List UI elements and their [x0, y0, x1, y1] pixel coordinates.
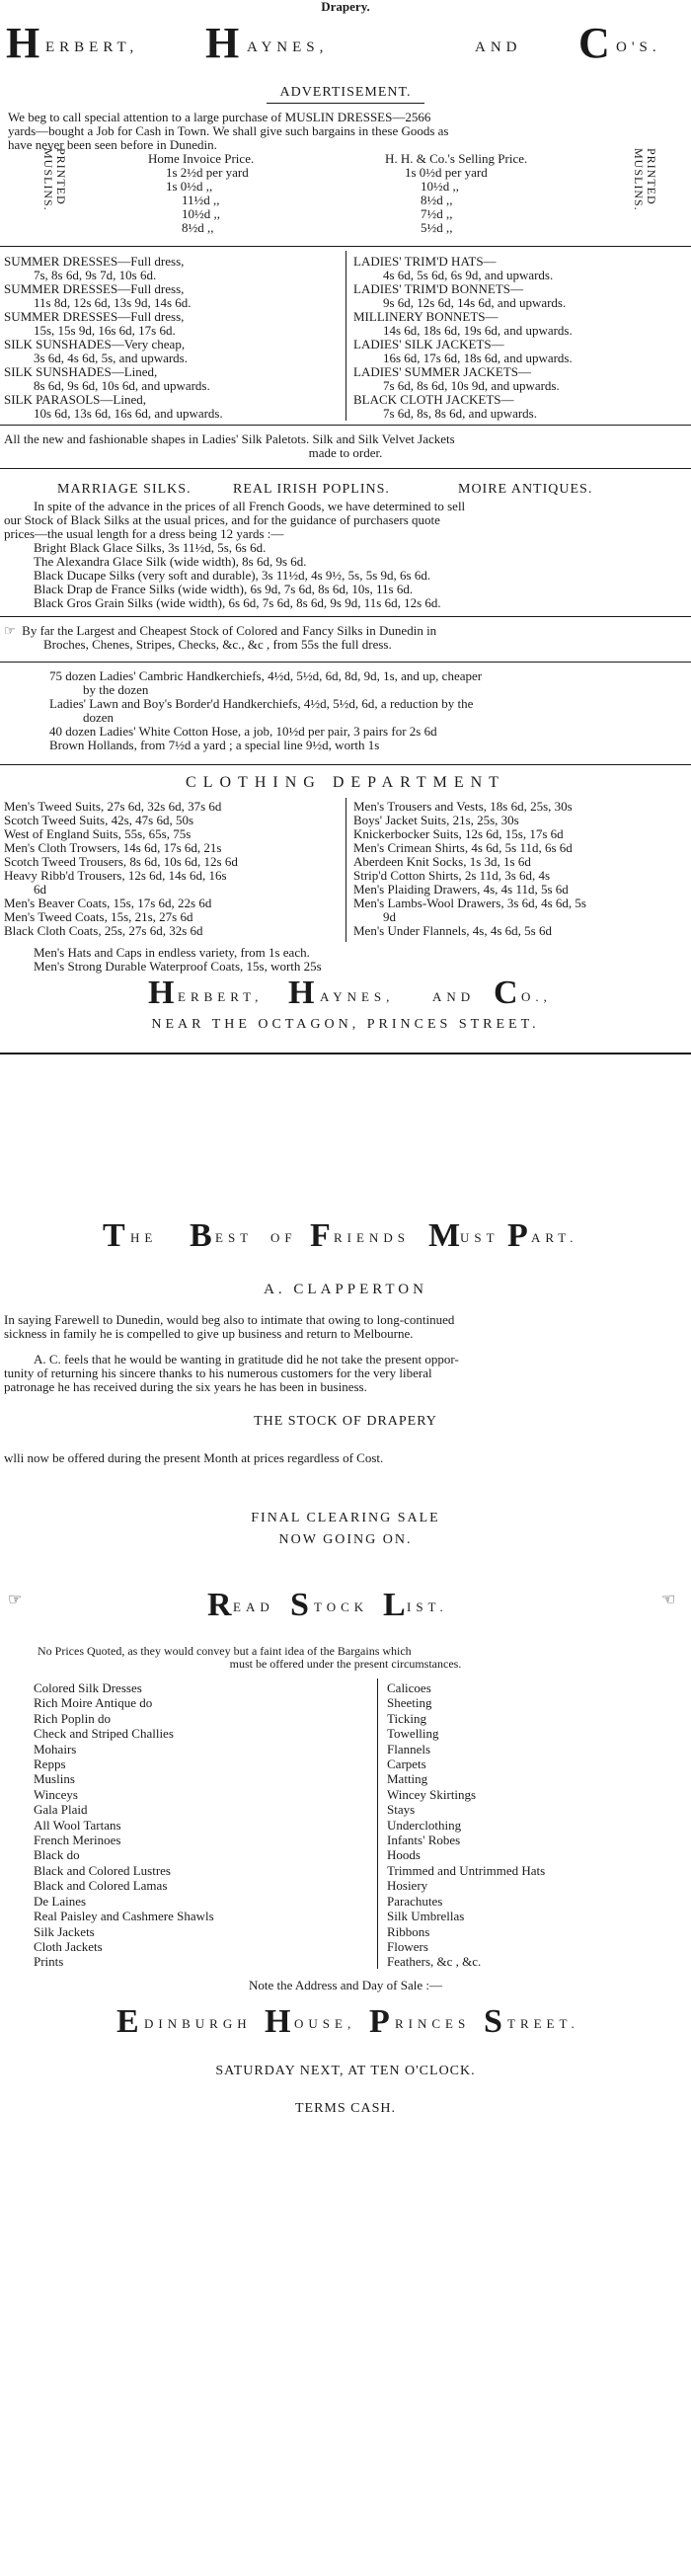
summer-column — [4, 255, 340, 421]
stock-item: Flannels — [387, 1741, 431, 1756]
bf-p-cap: P — [507, 1217, 528, 1254]
silk-item: Black Drap de France Silks (wide width), 6s 9d, 7s 6d, 8s 6d, 10s, 11s 6d. — [34, 582, 414, 596]
pointing-hand-icon: ☜ — [661, 1592, 676, 1608]
saturday-notice: SATURDAY NEXT, AT TEN O'CLOCK. — [215, 2064, 476, 2078]
clothing-item: Heavy Ribb'd Trousers, 12s 6d, 14s 6d, 16s — [4, 868, 227, 883]
price-line: 1s 0½d ,, — [166, 179, 213, 194]
clothing-item: Men's Tweed Coats, 15s, 21s, 27s 6d — [4, 909, 193, 924]
item-title: LADIES' SUMMER JACKETS— — [353, 364, 532, 379]
gratitude-line: patronage he has received during the six years he has been in business. — [4, 1379, 367, 1394]
hh-title-h1-rest: ERBERT, — [45, 39, 139, 55]
stock-item: Infants' Robes — [387, 1833, 461, 1848]
bf-b-cap: B — [190, 1217, 212, 1254]
price-line: 5½d ,, — [421, 220, 453, 235]
fancy-silks-line: Broches, Chenes, Stripes, Checks, &c., &c , from 55s the full dress. — [43, 637, 392, 652]
stock-item: De Laines — [34, 1893, 87, 1909]
clothing-item: Strip'd Cotton Shirts, 2s 11d, 3s 6d, 4s — [353, 868, 551, 883]
farewell-line: sickness in family he is compelled to give up business and return to Melbourne. — [4, 1326, 414, 1341]
hand-item-line: Brown Hollands, from 7½d a yard ; a special line 9½d, worth 1s — [49, 738, 380, 752]
paletots-note — [4, 432, 687, 460]
stock-item: Feathers, &c , &c. — [387, 1954, 482, 1970]
item-title: MILLINERY BONNETS— — [353, 309, 499, 324]
item-price: 7s 6d, 8s 6d, 10s 9d, and upwards. — [383, 378, 560, 393]
hand-item-line: by the dozen — [83, 682, 149, 697]
bf-p-rest: ART. — [531, 1230, 578, 1245]
price-line: 1s 0½d per yard — [405, 165, 488, 180]
stock-item: All Wool Tartans — [34, 1817, 121, 1833]
now-going-on: NOW GOING ON. — [278, 1532, 413, 1547]
hh-selling-column — [385, 152, 622, 235]
clothing-item: 9d — [383, 909, 396, 924]
hh-title-and: AND — [475, 39, 522, 55]
stock-line: wlli now be offered during the present Month at prices regardless of Cost. — [4, 1450, 384, 1465]
footer-c-cap: C — [494, 975, 518, 1011]
clothing-item: Men's Cloth Trowsers, 14s 6d, 17s 6d, 21s — [4, 840, 222, 855]
price-line: 10½d ,, — [421, 179, 459, 194]
section-rule — [0, 662, 691, 663]
stock-item: Repps — [34, 1756, 66, 1772]
read-stock-list-title — [0, 1588, 691, 1627]
stock-item: Silk Umbrellas — [387, 1909, 465, 1924]
hh-title-c-rest: O'S. — [616, 39, 661, 55]
footer-h2-cap: H — [288, 975, 315, 1011]
silk-intro-line: our Stock of Black Silks at the usual prices, and for the guidance of purchasers quote — [4, 512, 440, 527]
clothing-item: Men's Under Flannels, 4s, 4s 6d, 5s 6d — [353, 923, 552, 938]
clothing-item: Men's Tweed Suits, 27s 6d, 32s 6d, 37s 6d — [4, 799, 222, 814]
stock-item: Rich Poplin do — [34, 1710, 112, 1726]
bf-of: OF — [270, 1230, 297, 1245]
paletots-line: made to order. — [308, 445, 383, 460]
farewell-line: In saying Farewell to Dunedin, would beg also to intimate that owing to long-continued — [4, 1312, 455, 1327]
stock-item: Flowers — [387, 1938, 428, 1954]
no-prices-note — [4, 1645, 687, 1672]
hh-title-h1-cap: H — [6, 19, 40, 67]
muslin-intro-line: We beg to call special attention to a large purchase of MUSLIN DRESSES—2566 — [8, 110, 431, 124]
muslin-intro-line: yards—bought a Job for Cash in Town. We shall give such bargains in these Goods as — [8, 123, 449, 138]
stock-heading: THE STOCK OF DRAPERY — [254, 1414, 437, 1429]
item-price: 15s, 15s 9d, 16s 6d, 17s 6d. — [34, 323, 176, 338]
price-line: 8½d ,, — [182, 220, 214, 235]
rsl-r-rest: EAD — [233, 1600, 274, 1614]
section-label: Drapery. — [321, 0, 370, 14]
stock-item: Calicoes — [387, 1680, 431, 1695]
clothing-item: Men's Beaver Coats, 15s, 17s 6d, 22s 6d — [4, 896, 212, 910]
terms-cash: TERMS CASH. — [294, 2101, 397, 2116]
final-sale: FINAL CLEARING SALE — [251, 1511, 440, 1525]
hh-title-c-cap: C — [578, 19, 610, 67]
footer-and: AND — [432, 989, 476, 1004]
item-price: 8s 6d, 9s 6d, 10s 6d, and upwards. — [34, 378, 210, 393]
clothing-item: Boys' Jacket Suits, 21s, 25s, 30s — [353, 813, 519, 827]
price-line: 10½d ,, — [182, 206, 220, 221]
section-rule — [0, 246, 691, 247]
silk-head: MARRIAGE SILKS. — [57, 482, 192, 497]
clothing-left-column — [4, 800, 338, 938]
eh-e-cap: E — [116, 2003, 139, 2040]
stock-item: Trimmed and Untrimmed Hats — [387, 1862, 546, 1878]
hand-item-line: 75 dozen Ladies' Cambric Handkerchiefs, 4½d, 5½d, 6d, 8d, 9d, 1s, and up, cheaper — [49, 668, 483, 683]
section-rule — [0, 764, 691, 765]
hh-title-h2-cap: H — [205, 19, 240, 67]
stock-item: Carpets — [387, 1756, 426, 1772]
muslin-intro — [8, 111, 685, 152]
clothing-item: Men's Lambs-Wool Drawers, 3s 6d, 4s 6d, 5s — [353, 896, 586, 910]
stock-item: Hoods — [387, 1847, 421, 1863]
item-title: LADIES' TRIM'D BONNETS— — [353, 281, 524, 296]
bf-m-cap: M — [428, 1217, 461, 1254]
hh-title-h2-rest: AYNES, — [247, 39, 329, 55]
price-line: 8½d ,, — [421, 193, 453, 207]
hand-item-line: Ladies' Lawn and Boy's Border'd Handkerchiefs, 4½d, 5½d, 6d, a reduction by the — [49, 696, 474, 711]
ladies-column — [353, 255, 687, 421]
rsl-r-cap: R — [207, 1587, 232, 1623]
footer-h1-cap: H — [148, 975, 175, 1011]
stock-item: Black and Colored Lamas — [34, 1878, 168, 1894]
stock-item: Ticking — [387, 1710, 426, 1726]
silk-intro-line: In spite of the advance in the prices of all French Goods, we have determined to sell — [34, 499, 466, 513]
clothing-item: Aberdeen Knit Socks, 1s 3d, 1s 6d — [353, 854, 531, 869]
muslin-intro-line: have never been seen before in Dunedin. — [8, 137, 217, 152]
fancy-silks — [4, 624, 687, 652]
eh-s-rest: TREET. — [507, 2016, 579, 2031]
stock-item: Muslins — [34, 1771, 75, 1787]
item-title: LADIES' TRIM'D HATS— — [353, 254, 497, 269]
price-line: 1s 2½d per yard — [166, 165, 249, 180]
stock-item: Cloth Jackets — [34, 1938, 103, 1954]
bf-f-rest: RIENDS — [334, 1230, 410, 1245]
clothing-item: Knickerbocker Suits, 12s 6d, 15s, 17s 6d — [353, 826, 564, 841]
item-price: 14s 6d, 18s 6d, 19s 6d, and upwards. — [383, 323, 573, 338]
footer-h1-rest: ERBERT, — [178, 989, 264, 1004]
item-title: SUMMER DRESSES—Full dress, — [4, 309, 185, 324]
advertisement-heading: ADVERTISEMENT. — [279, 85, 412, 100]
stock-item: Gala Plaid — [34, 1802, 88, 1818]
stock-item: Stays — [387, 1802, 416, 1818]
stock-item: Winceys — [34, 1786, 78, 1802]
item-price: 16s 6d, 17s 6d, 18s 6d, and upwards. — [383, 351, 573, 365]
silk-list — [34, 541, 687, 610]
clothing-item: Men's Crimean Shirts, 4s 6d, 5s 11d, 6s 6d — [353, 840, 573, 855]
fancy-silks-line: By far the Largest and Cheapest Stock of Colored and Fancy Silks in Dunedin in — [22, 623, 437, 638]
section-rule — [0, 616, 691, 617]
rsl-s-cap: S — [290, 1587, 309, 1623]
silk-intro-line: prices—the usual length for a dress being 12 yards :— — [4, 526, 284, 541]
hh-selling-header: H. H. & Co.'s Selling Price. — [385, 151, 528, 166]
footer-c-rest: O., — [521, 989, 552, 1004]
item-price: 4s 6d, 5s 6d, 6s 9d, and upwards. — [383, 268, 554, 282]
clothing-item: Men's Plaiding Drawers, 4s, 4s 11d, 5s 6d — [353, 882, 569, 897]
stock-item: Prints — [34, 1954, 64, 1970]
clothing-item: Scotch Tweed Suits, 42s, 47s 6d, 50s — [4, 813, 194, 827]
stock-item: Sheeting — [387, 1695, 432, 1711]
item-price: 7s, 8s 6d, 9s 7d, 10s 6d. — [34, 268, 157, 282]
column-divider — [377, 1678, 378, 1969]
stock-list-right — [387, 1680, 683, 1970]
home-invoice-column — [148, 152, 365, 235]
rsl-l-cap: L — [383, 1587, 406, 1623]
silk-intro — [4, 500, 687, 541]
silk-item: Black Gros Grain Silks (wide width), 6s 6d, 7s 6d, 8s 6d, 9s 9d, 11s 6d, 12s 6d. — [34, 595, 441, 610]
stock-item: Ribbons — [387, 1923, 430, 1939]
gratitude-paragraph — [4, 1353, 687, 1394]
section-rule — [0, 468, 691, 469]
no-prices-line: No Prices Quoted, as they would convey but a faint idea of the Bargains which — [38, 1644, 412, 1658]
clothing-right-column — [353, 800, 687, 938]
eh-h-rest: OUSE, — [294, 2016, 356, 2031]
advert-separator — [0, 1053, 691, 1054]
rsl-l-rest: IST. — [407, 1600, 448, 1614]
pointing-hand-icon: ☞ — [8, 1592, 23, 1608]
footer-address: NEAR THE OCTAGON, PRINCES STREET. — [151, 1017, 540, 1032]
silk-item: The Alexandra Glace Silk (wide width), 8s 6d, 9s 6d. — [34, 554, 307, 569]
rsl-s-rest: TOCK — [314, 1600, 369, 1614]
hats-caps — [34, 946, 687, 974]
bf-f-cap: F — [310, 1217, 331, 1254]
stock-item: Parachutes — [387, 1893, 443, 1909]
item-price: 9s 6d, 12s 6d, 14s 6d, and upwards. — [383, 295, 567, 310]
clothing-item: Scotch Tweed Trousers, 8s 6d, 10s 6d, 12s 6d — [4, 854, 238, 869]
handkerchief-items — [4, 669, 687, 752]
gratitude-line: tunity of returning his sincere thanks to his numerous customers for the very liberal — [4, 1366, 432, 1380]
stock-item: French Merinoes — [34, 1833, 121, 1848]
hats-caps-line: Men's Hats and Caps in endless variety, from 1s each. — [34, 945, 310, 960]
item-title: SILK PARASOLS—Lined, — [4, 392, 146, 407]
clothing-item: 6d — [34, 882, 46, 897]
silk-head: REAL IRISH POPLINS. — [233, 482, 390, 497]
footer-h2-rest: AYNES, — [320, 989, 395, 1004]
clothing-heading: CLOTHING DEPARTMENT — [186, 774, 505, 791]
eh-h-cap: H — [265, 2003, 291, 2040]
bf-t-rest: HE — [130, 1230, 158, 1245]
price-line: 7½d ,, — [421, 206, 453, 221]
price-line: 11½d ,, — [182, 193, 220, 207]
item-title: LADIES' SILK JACKETS— — [353, 337, 504, 351]
item-title: SILK SUNSHADES—Very cheap, — [4, 337, 186, 351]
item-title: SUMMER DRESSES—Full dress, — [4, 254, 185, 269]
eh-s-cap: S — [484, 2003, 502, 2040]
item-price: 7s 6d, 8s, 8s 6d, and upwards. — [383, 406, 537, 421]
pointing-hand-icon: ☞ — [4, 623, 16, 638]
stock-item: Check and Striped Challies — [34, 1726, 174, 1742]
stock-item: Rich Moire Antique do — [34, 1695, 153, 1711]
farewell-paragraph — [4, 1313, 687, 1341]
item-price: 10s 6d, 13s 6d, 16s 6d, and upwards. — [34, 406, 223, 421]
stock-item: Hosiery — [387, 1878, 428, 1894]
stock-item: Mohairs — [34, 1741, 77, 1756]
silk-item: Black Ducape Silks (very soft and durable), 3s 11½d, 4s 9½, 5s, 5s 9d, 6s 6d. — [34, 568, 431, 583]
printed-muslins-left: PRINTED MUSLINS. — [41, 148, 68, 211]
hh-title — [6, 19, 687, 67]
item-price: 11s 8d, 12s 6d, 13s 9d, 14s 6d. — [34, 295, 192, 310]
home-invoice-header: Home Invoice Price. — [148, 151, 255, 166]
item-title: BLACK CLOTH JACKETS— — [353, 392, 514, 407]
edinburgh-house-title — [116, 2004, 590, 2044]
stock-item: Towelling — [387, 1726, 439, 1742]
no-prices-line: must be offered under the present circumstances. — [229, 1657, 462, 1672]
section-rule — [0, 425, 691, 426]
stock-item: Black and Colored Lustres — [34, 1862, 171, 1878]
hand-item-line: 40 dozen Ladies' White Cotton Hose, a job, 10½d per pair, 3 pairs for 2s 6d — [49, 724, 437, 739]
gratitude-line: A. C. feels that he would be wanting in gratitude did he not take the present oppor- — [34, 1352, 459, 1366]
stock-item: Silk Jackets — [34, 1923, 95, 1939]
eh-p-cap: P — [369, 2003, 390, 2040]
item-title: SILK SUNSHADES—Lined, — [4, 364, 158, 379]
heading-underline — [267, 103, 424, 104]
item-title: SUMMER DRESSES—Full dress, — [4, 281, 185, 296]
clothing-item: West of England Suits, 55s, 65s, 75s — [4, 826, 192, 841]
paletots-line: All the new and fashionable shapes in Ladies' Silk Paletots. Silk and Silk Velvet Jackets — [4, 431, 455, 446]
eh-p-rest: RINCES — [395, 2016, 471, 2031]
hand-item-line: dozen — [83, 710, 115, 725]
best-friends-title — [103, 1218, 596, 1256]
bf-b-rest: EST — [215, 1230, 254, 1245]
clothing-item: Black Cloth Coats, 25s, 27s 6d, 32s 6d — [4, 923, 203, 938]
stock-item: Matting — [387, 1771, 428, 1787]
printed-muslins-right: PRINTED MUSLINS. — [632, 148, 658, 211]
clapperton-name: A. CLAPPERTON — [264, 1282, 427, 1297]
silk-item: Bright Black Glace Silks, 3s 11½d, 5s, 6s 6d. — [34, 540, 267, 555]
stock-list-left — [34, 1680, 349, 1970]
stock-item: Real Paisley and Cashmere Shawls — [34, 1909, 214, 1924]
stock-item: Black do — [34, 1847, 80, 1863]
note-address: Note the Address and Day of Sale :— — [248, 1978, 443, 1992]
eh-e-rest: DINBURGH — [144, 2016, 252, 2031]
stock-item: Underclothing — [387, 1817, 462, 1833]
item-price: 3s 6d, 4s 6d, 5s, and upwards. — [34, 351, 188, 365]
bf-m-rest: UST — [460, 1230, 499, 1245]
hats-caps-line: Men's Strong Durable Waterproof Coats, 15s, worth 25s — [34, 959, 322, 974]
footer-firm-name — [148, 976, 563, 1011]
bf-t-cap: T — [103, 1217, 125, 1254]
silk-head: MOIRE ANTIQUES. — [458, 482, 593, 497]
clothing-item: Men's Trousers and Vests, 18s 6d, 25s, 30s — [353, 799, 573, 814]
stock-item: Wincey Skirtings — [387, 1786, 477, 1802]
stock-item: Colored Silk Dresses — [34, 1680, 142, 1695]
